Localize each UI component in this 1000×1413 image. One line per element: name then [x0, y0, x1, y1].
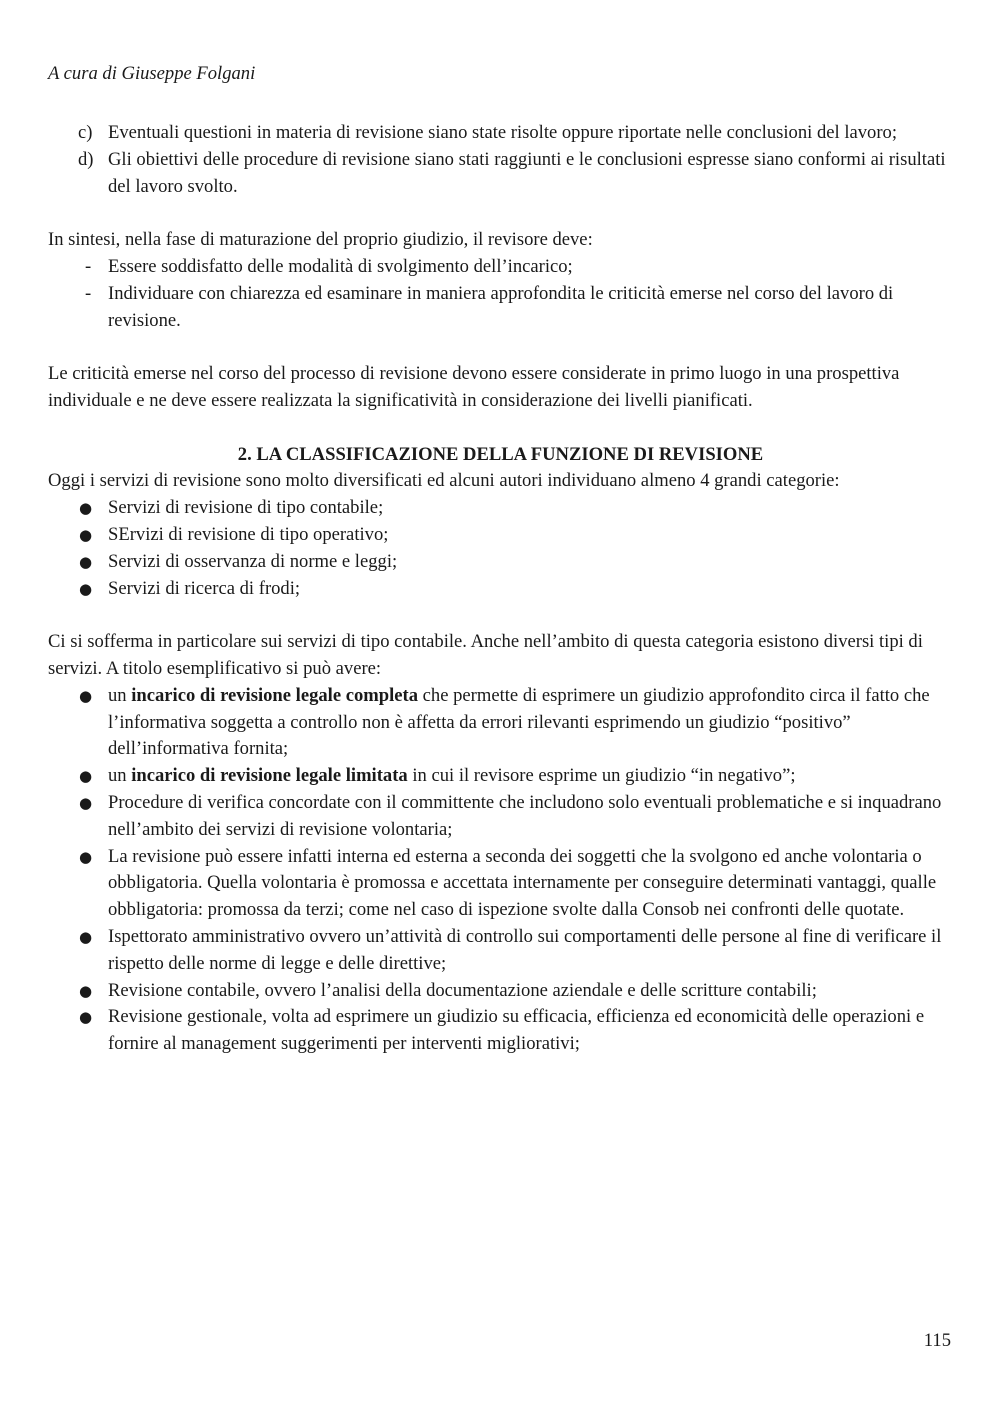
list-marker: c)	[78, 122, 93, 143]
list-item	[48, 1004, 953, 1058]
list-item	[48, 576, 953, 603]
bullet-icon: ●	[79, 499, 93, 518]
bullet-icon: ●	[79, 981, 93, 1000]
list-item-text: Revisione contabile, ovvero l’analisi della documentazione aziendale e delle scritture contabili;	[108, 979, 817, 1001]
list-item-text: Gli obiettivi delle procedure di revisione siano stati raggiunti e le conclusioni espresse siano conformi ai risultati del lavoro svolto.	[108, 148, 946, 197]
paragraph-contabile: Ci si sofferma in particolare sui servizi di tipo contabile. Anche nell’ambito di questa categoria esistono diversi tipi di servizi. A titolo esemplificativo si può avere:	[48, 631, 923, 679]
bullet-icon: ●	[79, 793, 93, 812]
bullet-icon: ●	[79, 927, 93, 946]
bullet-icon: ●	[79, 525, 93, 544]
list-item	[48, 281, 953, 335]
list-item-text: Servizi di ricerca di frodi;	[108, 577, 301, 599]
list-item	[48, 683, 953, 763]
bold-term: incarico di revisione legale completa	[131, 684, 419, 706]
page-body	[48, 120, 953, 1058]
list-item	[48, 790, 953, 844]
list-item-text: Essere soddisfatto delle modalità di svolgimento dell’incarico;	[108, 255, 573, 277]
list-item	[48, 844, 953, 924]
list-item	[48, 924, 953, 978]
list-item-text: Ispettorato amministrativo ovvero un’attività di controllo sui comportamenti delle persone al fine di verificare il rispetto delle norme di legge e delle direttive;	[108, 925, 942, 974]
paragraph-servizi: Oggi i servizi di revisione sono molto diversificati ed alcuni autori individuano almeno 4 grandi categorie:	[48, 470, 840, 492]
bullet-icon: ●	[79, 1008, 93, 1027]
list-marker: -	[85, 255, 92, 277]
page-number: 115	[923, 1330, 951, 1351]
bullet-icon: ●	[79, 552, 93, 571]
list-marker: -	[85, 282, 92, 304]
paragraph-criticita: Le criticità emerse nel corso del processo di revisione devono essere considerate in primo luogo in una prospettiva individuale e ne deve essere realizzata la significatività in considerazione dei livelli pianificati.	[48, 363, 900, 411]
list-item-text: Procedure di verifica concordate con il committente che includono solo eventuali problematiche e si inquadrano nell’ambito dei servizi di revisione volontaria;	[108, 791, 942, 840]
list-item	[48, 120, 953, 147]
list-item	[48, 763, 953, 790]
list-item	[48, 978, 953, 1005]
list-item-text: un incarico di revisione legale limitata in cui il revisore esprime un giudizio “in negativo”;	[108, 765, 796, 787]
list-item	[48, 549, 953, 576]
list-marker: d)	[78, 148, 94, 170]
list-item-text: SErvizi di revisione di tipo operativo;	[108, 523, 389, 545]
list-item-text: Servizi di osservanza di norme e leggi;	[108, 550, 398, 572]
paragraph-sintesi: In sintesi, nella fase di maturazione del proprio giudizio, il revisore deve:	[48, 229, 593, 251]
list-item-text: Eventuali questioni in materia di revisione siano state risolte oppure riportate nelle conclusioni del lavoro;	[108, 122, 897, 143]
bold-term: incarico di revisione legale limitata	[131, 765, 408, 787]
running-header: A cura di Giuseppe Folgani	[48, 63, 256, 84]
list-item-text: Individuare con chiarezza ed esaminare in maniera approfondita le criticità emerse nel corso del lavoro di revisione.	[108, 282, 894, 331]
list-item	[48, 522, 953, 549]
bullet-icon: ●	[79, 767, 93, 786]
list-item-text: un incarico di revisione legale completa che permette di esprimere un giudizio approfondito circa il fatto che l’informativa soggetta a controllo non è affetta da errori rilevanti esprimendo un giudizio “positivo” dell’informativa fornita;	[108, 684, 930, 760]
bullet-icon: ●	[79, 686, 93, 705]
list-item	[48, 495, 953, 522]
bullet-icon: ●	[79, 847, 93, 866]
list-item-text: Revisione gestionale, volta ad esprimere un giudizio su efficacia, efficienza ed economicità delle operazioni e fornire al management suggerimenti per interventi migliorativi;	[108, 1006, 925, 1055]
section-heading: 2. LA CLASSIFICAZIONE DELLA FUNZIONE DI REVISIONE	[237, 443, 764, 465]
bullet-icon: ●	[79, 579, 93, 598]
list-item-text: Servizi di revisione di tipo contabile;	[108, 497, 384, 519]
list-item	[48, 254, 953, 281]
list-item	[48, 147, 953, 201]
list-item-text: La revisione può essere infatti interna ed esterna a seconda dei soggetti che la svolgono ed anche volontaria o obbligatoria. Quella volontaria è promossa e accettata internamente per conseguire determinati vantaggi, qualle obbligatoria: promossa da terzi; come nel caso di ispezione svolte dalla Consob nei confronti delle quotate.	[108, 845, 937, 921]
